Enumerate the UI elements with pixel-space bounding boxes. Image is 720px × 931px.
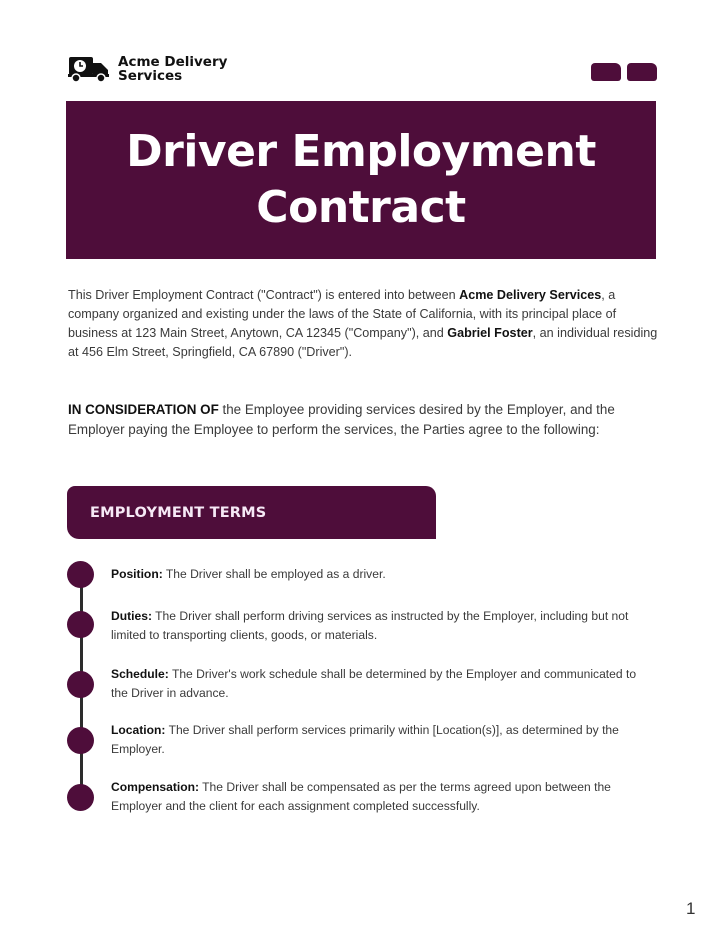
timeline-dot-icon	[67, 561, 94, 588]
document-title: Driver Employment Contract	[126, 126, 596, 233]
timeline-dot-icon	[67, 784, 94, 811]
decorative-block	[591, 63, 621, 81]
decorative-block	[627, 63, 657, 81]
intro-paragraph: This Driver Employment Contract ("Contract") is entered into between Acme Delivery Services, a company organized and existing under the laws of the State of California, with its principal place of business at 123 Main Street, Anytown, CA 12345 ("Company"), and Gabriel Foster, an individual residing at 456 Elm Street, Springfield, CA 67890 ("Driver").	[68, 288, 658, 359]
employment-terms-header	[67, 486, 436, 539]
page-number: 1	[686, 899, 696, 918]
delivery-truck-clock-icon	[68, 55, 110, 83]
timeline-dot-icon	[67, 611, 94, 638]
consideration-paragraph: IN CONSIDERATION OF the Employee providing services desired by the Employer, and the Employer paying the Employee to perform the services, the Parties agree to the following:	[68, 402, 615, 437]
decorative-tabs	[591, 63, 657, 81]
timeline-dot-icon	[67, 671, 94, 698]
driver-party: Gabriel Foster	[447, 326, 533, 340]
company-name: Acme Delivery Services	[118, 54, 228, 84]
title-banner	[66, 101, 656, 259]
timeline-dot-icon	[67, 727, 94, 754]
company-logo	[68, 55, 227, 83]
company-party: Acme Delivery Services	[459, 288, 602, 302]
section-title: EMPLOYMENT TERMS	[90, 504, 267, 521]
